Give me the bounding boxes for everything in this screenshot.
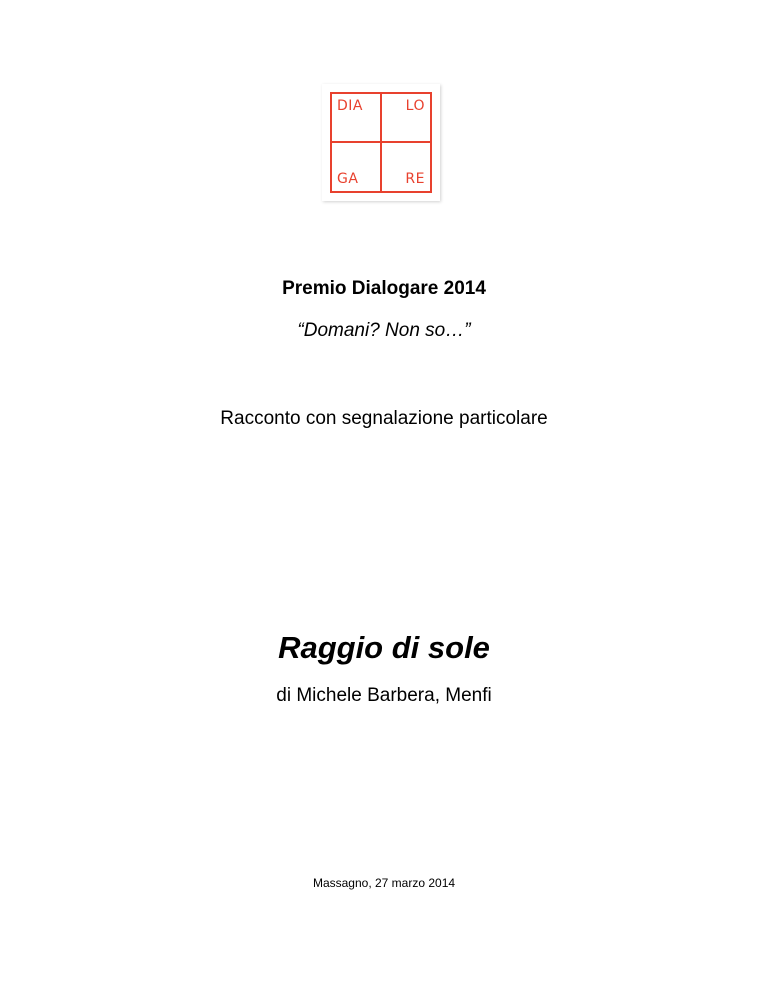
- logo-word-top-right: LO: [405, 98, 425, 114]
- prize-title: Premio Dialogare 2014: [282, 278, 486, 299]
- place-date: Massagno, 27 marzo 2014: [312, 876, 456, 890]
- prize-motto: “Domani? Non so…”: [297, 320, 471, 341]
- award-category: Racconto con segnalazione particolare: [220, 408, 548, 429]
- story-title: Raggio di sole: [278, 630, 490, 665]
- dialogare-logo: [322, 84, 440, 201]
- logo-grid: [330, 92, 432, 193]
- author-line: di Michele Barbera, Menfi: [276, 685, 492, 706]
- logo-word-bottom-right: RE: [405, 171, 425, 187]
- logo-horizontal-divider: [330, 141, 432, 143]
- logo-word-top-left: DIA: [337, 98, 363, 114]
- logo-word-bottom-left: GA: [337, 171, 359, 187]
